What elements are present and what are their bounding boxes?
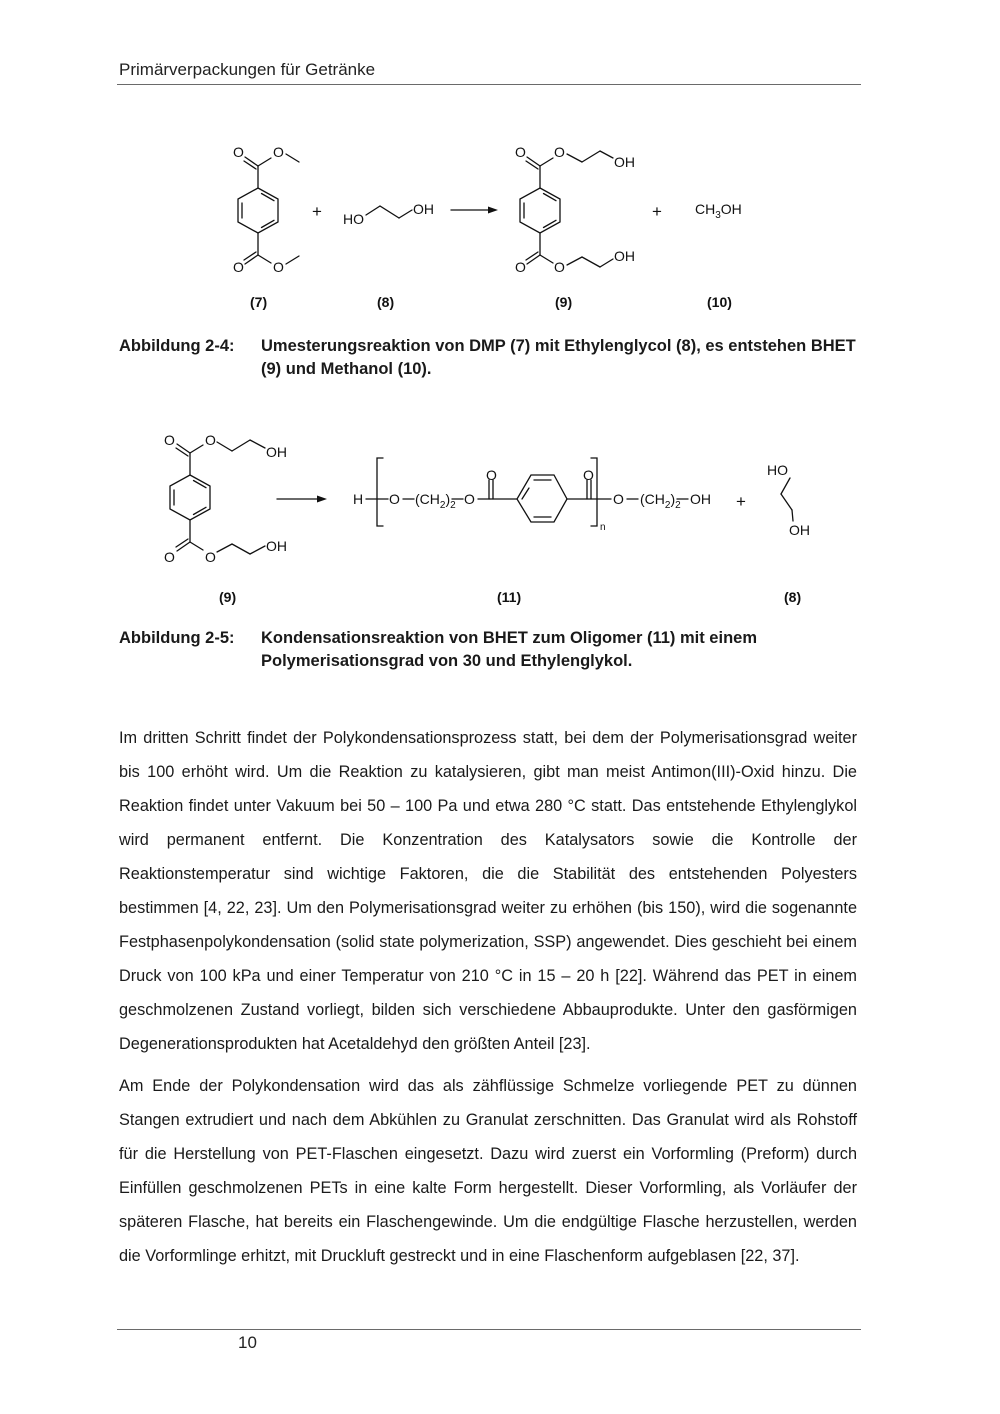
compound-label: (11) — [497, 589, 522, 605]
dmp-benzene-ring — [238, 188, 278, 233]
header-rule — [117, 84, 861, 85]
atom-label: O — [205, 549, 216, 565]
repeat-index: n — [600, 522, 606, 533]
methylene-group: $(CH_2)_2$ — [640, 491, 681, 511]
atom-label: O — [233, 259, 244, 275]
caption-text: Umesterungsreaktion von DMP (7) mit Ethylenglycol (8), es entstehen BHET (9) und Methanol (10). — [261, 337, 856, 378]
bhet-benzene-ring — [520, 188, 560, 233]
atom-label: HO — [767, 462, 788, 478]
compound-label: (8) — [377, 294, 395, 310]
compound-label: (7) — [250, 294, 268, 310]
reaction-scheme-transesterification — [0, 130, 1000, 320]
caption-label: Abbildung 2-4: — [119, 337, 235, 355]
reaction-arrow-head — [488, 207, 498, 214]
compound-label: (9) — [555, 294, 573, 310]
bhet-benzene-ring — [170, 475, 210, 520]
reaction-arrow-head — [317, 496, 327, 503]
plus-sign: + — [736, 492, 746, 511]
methylene-group: $(CH_2)_2$ — [415, 491, 456, 511]
atom-label: O — [164, 549, 175, 565]
atom-label: OH — [789, 522, 810, 538]
atom-label: O — [583, 467, 594, 483]
atom-label: OH — [413, 201, 434, 217]
atom-label: OH — [614, 154, 635, 170]
compound-label: (9) — [219, 589, 237, 605]
atom-label: O — [464, 491, 475, 507]
atom-label: OH — [614, 248, 635, 264]
atom-label: OH — [266, 444, 287, 460]
atom-label: O — [164, 432, 175, 448]
figure-caption-2-4 — [119, 335, 859, 381]
atom-label: O — [233, 144, 244, 160]
methanol-formula: $CH_3OH$ — [695, 201, 742, 221]
oligomer-benzene-ring — [517, 475, 567, 522]
footer-rule — [117, 1329, 861, 1330]
caption-label: Abbildung 2-5: — [119, 629, 235, 647]
plus-sign: + — [312, 202, 322, 221]
figure-caption-2-5 — [119, 627, 859, 673]
compound-label: (10) — [707, 294, 732, 310]
body-paragraph: Im dritten Schritt findet der Polykondensationsprozess statt, bei dem der Polymerisationsgrad weiter bis 100 erhöht wird. Um die Reaktion zu katalysieren, gibt man meist Antimon(III)-Oxid hinzu. Die Reaktion findet unter Vakuum bei 50 – 100 Pa und etwa 280 °C statt. Das entstehende Ethylenglykol wird permanent entfernt. Die Konzentration des Katalysators sowie die Kontrolle der Reaktionstemperatur sind wichtige Faktoren, die die Stabilität des entstehenden Polyesters bestimmen [4, 22, 23]. Um den Polymerisationsgrad weiter zu erhöhen (bis 150), wird die sogenannte Festphasenpolykondensation (solid state polymerization, SSP) angewendet. Dies geschieht bei einem Druck von 100 kPa und einer Temperatur von 210 °C in 15 – 20 h [22]. Während das PET in einem geschmolzenen Zustand vorliegt, bilden sich verschiedene Abbauprodukte. Unter den gasförmigen Degenerationsprodukten hat Acetaldehyd den größten Anteil [23]. — [119, 729, 857, 1053]
atom-label: O — [554, 259, 565, 275]
atom-label: H — [353, 491, 364, 507]
running-header: Primärverpackungen für Getränke — [119, 60, 376, 79]
atom-label: O — [205, 432, 216, 448]
atom-label: O — [273, 144, 284, 160]
atom-label: O — [613, 491, 624, 507]
caption-text: Kondensationsreaktion von BHET zum Oligomer (11) mit einem Polymerisationsgrad von 30 und Ethylenglykol. — [261, 629, 757, 670]
atom-label: OH — [690, 491, 711, 507]
reaction-scheme-polycondensation — [0, 420, 1000, 615]
atom-label: O — [515, 144, 526, 160]
atom-label: O — [389, 491, 400, 507]
atom-label: O — [273, 259, 284, 275]
atom-label: O — [515, 259, 526, 275]
atom-label: O — [486, 467, 497, 483]
plus-sign: + — [652, 202, 662, 221]
page-number: 10 — [238, 1333, 257, 1352]
atom-label: O — [554, 144, 565, 160]
compound-label: (8) — [784, 589, 802, 605]
atom-label: OH — [266, 538, 287, 554]
atom-label: HO — [343, 211, 364, 227]
body-paragraph: Am Ende der Polykondensation wird das als zähflüssige Schmelze vorliegende PET zu dünnen Stangen extrudiert und nach dem Abkühlen zu Granulat zerschnitten. Das Granulat wird als Rohstoff für die Herstellung von PET-Flaschen eingesetzt. Dazu wird zuerst ein Vorformling (Preform) durch Einfüllen geschmolzenen PETs in eine kalte Form hergestellt. Dieser Vorformling, als Vorläufer der späteren Flasche, hat bereits ein Flaschengewinde. Um die endgültige Flasche herzustellen, werden die Vorformlinge erhitzt, mit Druckluft gestreckt und in eine Flaschenform aufgeblasen [22, 37]. — [119, 1077, 857, 1265]
